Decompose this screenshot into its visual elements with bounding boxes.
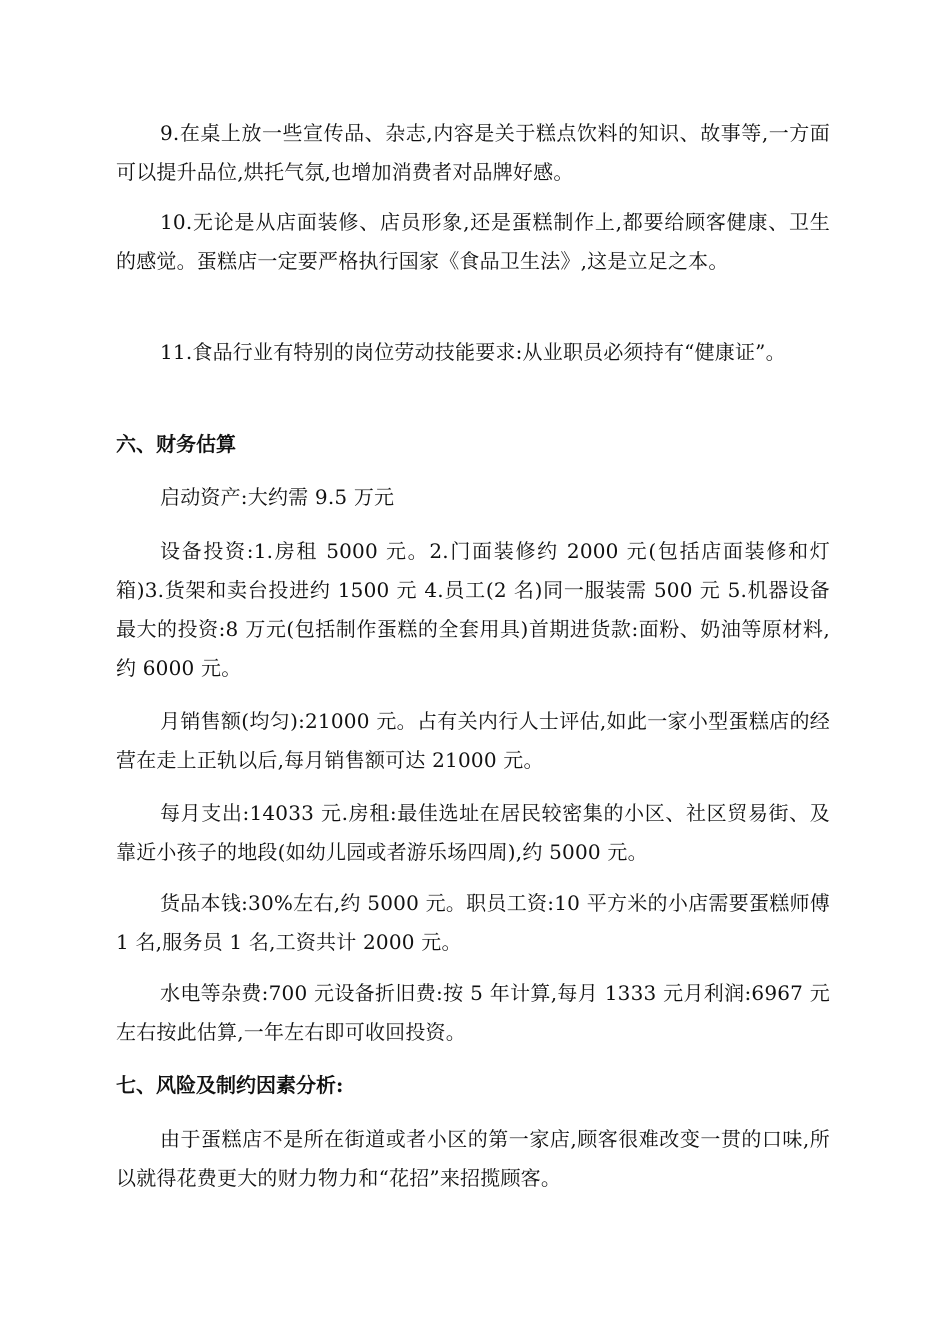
section-heading-finance: 六、财务估算: [116, 432, 236, 456]
paragraph-monthly-sales: 月销售额(均匀):21000 元。占有关内行人士评估,如此一家小型蛋糕店的经营在走上正轨以后,每月销售额可达 21000 元。: [116, 709, 830, 772]
paragraph-goods-cost: 货品本钱:30%左右,约 5000 元。职员工资:10 平方米的小店需要蛋糕师傅 1 名,服务员 1 名,工资共计 2000 元。: [116, 891, 830, 954]
paragraph-monthly-expense: 每月支出:14033 元.房租:最佳选址在居民较密集的小区、社区贸易街、及靠近小孩子的地段(如幼儿园或者游乐场四周),约 5000 元。: [116, 801, 830, 864]
paragraph-startup-capital: 启动资产:大约需 9.5 万元: [160, 485, 395, 509]
section-heading-risk: 七、风险及制约因素分析:: [116, 1073, 344, 1097]
paragraph-equipment-investment: 设备投资:1.房租 5000 元。2.门面装修约 2000 元(包括店面装修和灯箱)3.货架和卖台投进约 1500 元 4.员工(2 名)同一服装需 500 元 5.机器设备最大的投资:8 万元(包括制作蛋糕的全套用具)首期进货款:面粉、奶油等原材料,约 6000 元。: [116, 539, 830, 680]
paragraph-item-10: 10.无论是从店面装修、店员形象,还是蛋糕制作上,都要给顾客健康、卫生的感觉。蛋糕店一定要严格执行国家《食品卫生法》,这是立足之本。: [116, 210, 830, 273]
paragraph-item-11: 11.食品行业有特别的岗位劳动技能要求:从业职员必须持有“健康证”。: [160, 340, 786, 364]
paragraph-utilities: 水电等杂费:700 元设备折旧费:按 5 年计算,每月 1333 元月利润:6967 元左右按此估算,一年左右即可收回投资。: [116, 981, 830, 1044]
paragraph-risk-analysis: 由于蛋糕店不是所在街道或者小区的第一家店,顾客很难改变一贯的口味,所以就得花费更大的财力物力和“花招”来招揽顾客。: [116, 1127, 830, 1190]
paragraph-item-9: 9.在桌上放一些宣传品、杂志,内容是关于糕点饮料的知识、故事等,一方面可以提升品位,烘托气氛,也增加消费者对品牌好感。: [116, 121, 830, 184]
